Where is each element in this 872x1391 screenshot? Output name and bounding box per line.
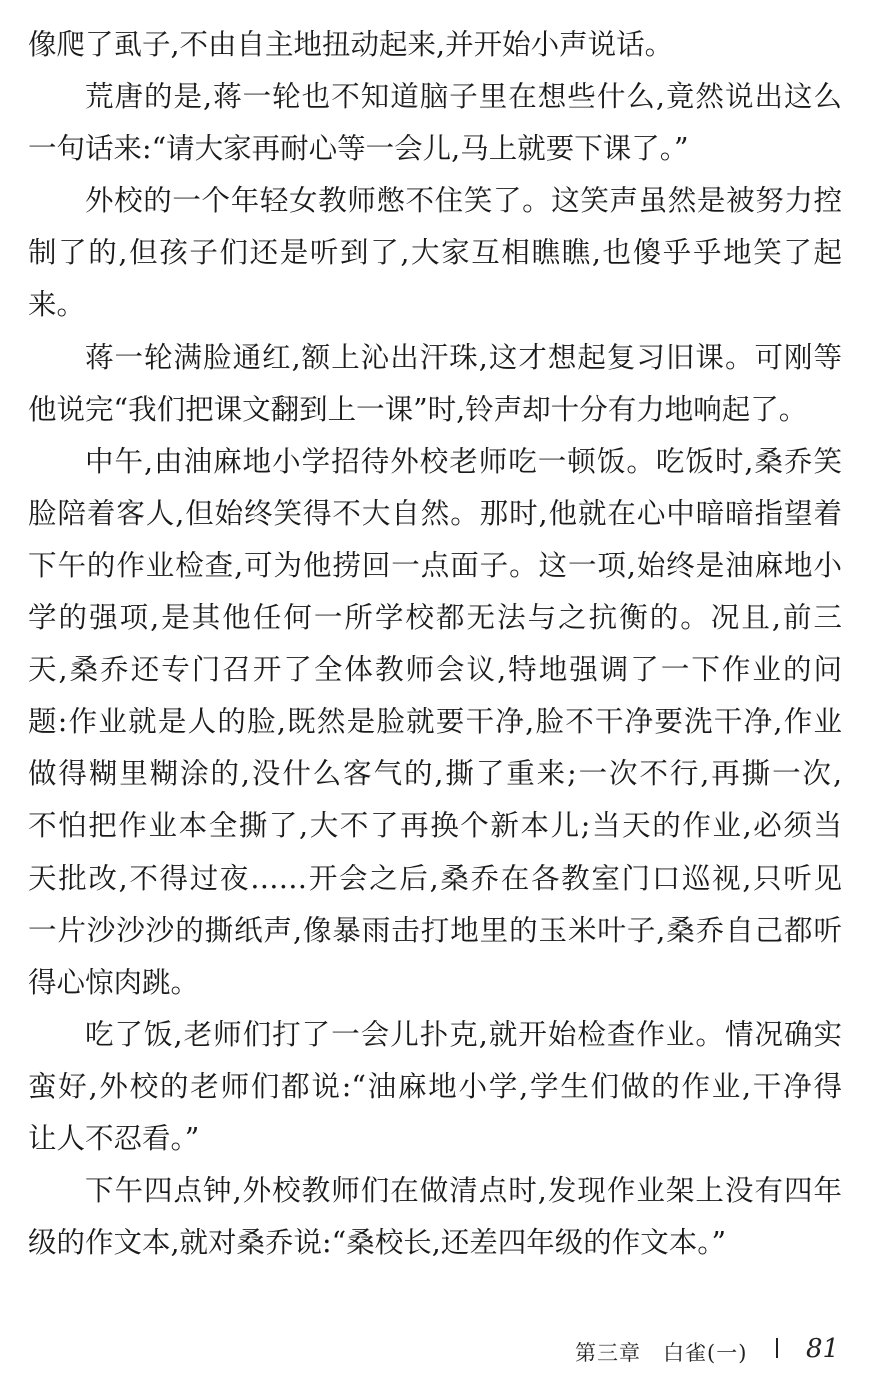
text-line: 得心惊肉跳。 (28, 965, 200, 999)
paragraph (28, 1165, 842, 1269)
text-line: 制了的,但孩子们还是听到了,大家互相瞧瞧,也傻乎乎地笑了起 (28, 236, 842, 270)
text-line: 蒋一轮满脸通红,额上沁出汗珠,这才想起复习旧课。可刚等 (85, 340, 842, 374)
paragraph (28, 332, 842, 436)
text-line: 做得糊里糊涂的,没什么客气的,撕了重来;一次不行,再撕一次, (28, 757, 842, 791)
text-line: 吃了饭,老师们打了一会儿扑克,就开始检查作业。情况确实 (85, 1017, 842, 1051)
text-line: 一片沙沙沙的撕纸声,像暴雨击打地里的玉米叶子,桑乔自己都听 (28, 913, 842, 947)
paragraph (28, 175, 842, 331)
paragraph (28, 1009, 842, 1165)
text-line: 题:作业就是人的脸,既然是脸就要干净,脸不干净要洗干净,作业 (28, 705, 842, 739)
text-line: 让人不忍看。” (28, 1121, 200, 1155)
paragraph (28, 71, 842, 175)
text-line: 来。 (28, 288, 86, 322)
text-line: 一句话来:“请大家再耐心等一会儿,马上就要下课了。” (28, 132, 689, 166)
footer-divider (776, 1338, 778, 1358)
text-line: 他说完“我们把课文翻到上一课”时,铃声却十分有力地响起了。 (28, 392, 808, 426)
text-line: 下午四点钟,外校教师们在做清点时,发现作业架上没有四年 (85, 1174, 842, 1208)
body-text (28, 19, 842, 1269)
text-line: 下午的作业检查,可为他捞回一点面子。这一项,始终是油麻地小 (28, 548, 842, 582)
paragraph (28, 19, 842, 71)
text-line: 级的作文本,就对桑乔说:“桑校长,还差四年级的作文本。” (28, 1226, 727, 1260)
text-line: 蛮好,外校的老师们都说:“油麻地小学,学生们做的作业,干净得 (28, 1069, 842, 1103)
page-number: 81 (806, 1334, 840, 1364)
text-line: 像爬了虱子,不由自主地扭动起来,并开始小声说话。 (28, 28, 674, 61)
text-line: 天,桑乔还专门召开了全体教师会议,特地强调了一下作业的问 (28, 653, 842, 687)
text-line: 脸陪着客人,但始终笑得不大自然。那时,他就在心中暗暗指望着 (28, 496, 842, 530)
paragraph (28, 436, 842, 1009)
text-line: 不怕把作业本全撕了,大不了再换个新本儿;当天的作业,必须当 (28, 809, 842, 843)
text-line: 天批改,不得过夜……开会之后,桑乔在各教室门口巡视,只听见 (28, 861, 842, 895)
page-footer (0, 1334, 872, 1370)
text-line: 外校的一个年轻女教师憋不住笑了。这笑声虽然是被努力控 (85, 184, 842, 218)
text-line: 中午,由油麻地小学招待外校老师吃一顿饭。吃饭时,桑乔笑 (85, 444, 842, 478)
text-line: 荒唐的是,蒋一轮也不知道脑子里在想些什么,竟然说出这么 (85, 80, 842, 114)
chapter-title: 第三章 白雀(一) (575, 1341, 748, 1365)
text-line: 学的强项,是其他任何一所学校都无法与之抗衡的。况且,前三 (28, 601, 842, 635)
